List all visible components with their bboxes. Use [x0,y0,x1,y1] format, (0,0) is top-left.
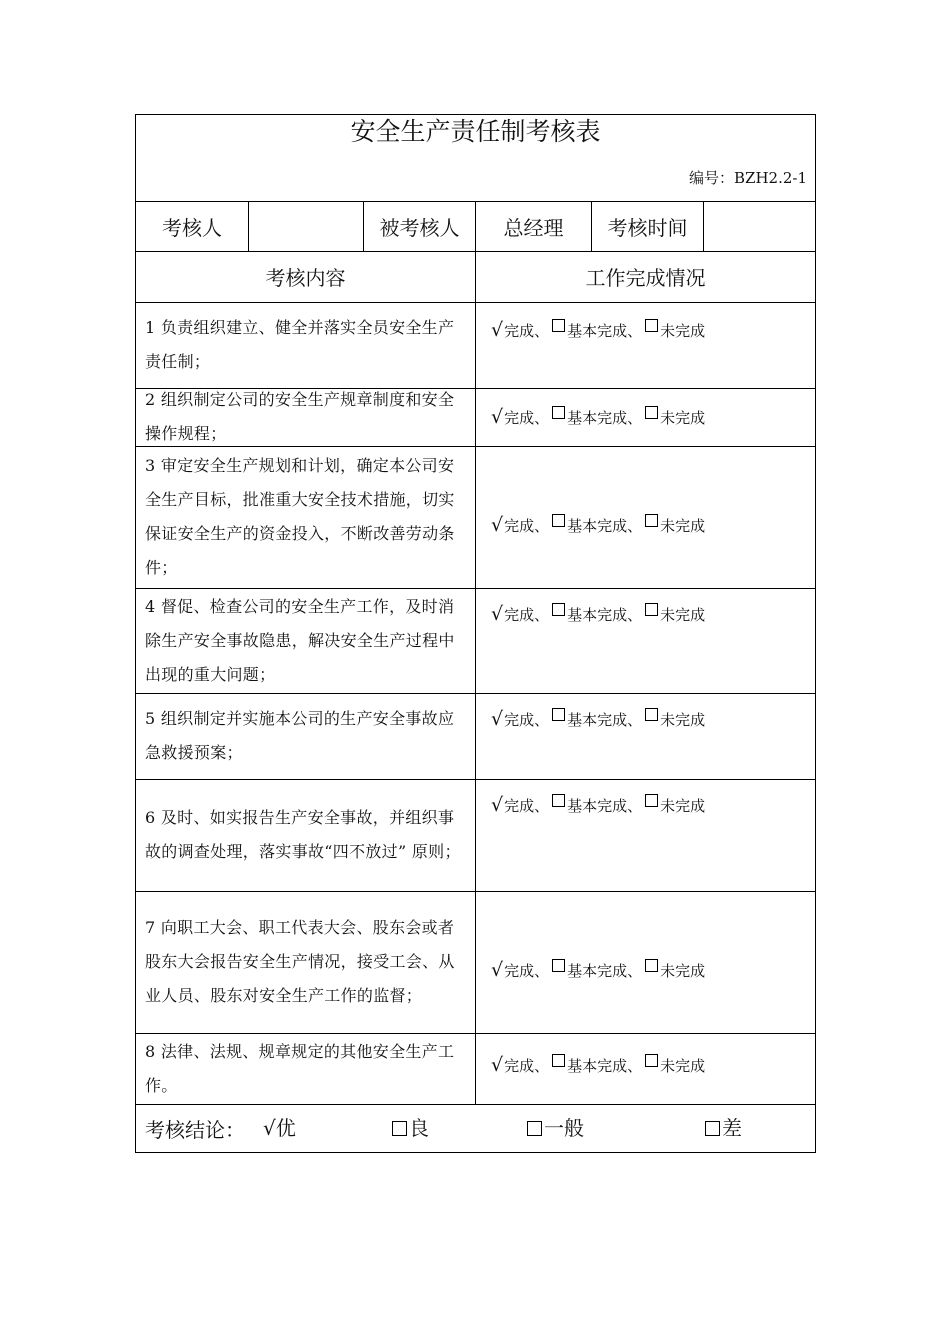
checkbox-icon [527,1121,542,1136]
checked-mark-icon[interactable]: √ [491,603,504,625]
option-undone-label: 未完成 [660,797,706,815]
option-undone-label: 未完成 [660,322,706,340]
checkbox-undone-icon[interactable] [645,1054,658,1067]
option-basic-label: 基本完成、 [567,322,643,340]
option-undone-label: 未完成 [660,962,706,980]
checked-mark-icon[interactable]: √ [491,406,504,428]
checkbox-basic-icon[interactable] [552,794,565,807]
column-header-content: 考核内容 [265,266,346,290]
completion-status-5 [476,708,705,730]
item-text-2: 2 组织制定公司的安全生产规章制度和安全操作规程； [145,390,455,443]
option-undone-label: 未完成 [660,517,706,535]
checked-mark-icon[interactable]: √ [491,319,504,341]
conclusion-option-4[interactable] [705,1104,742,1152]
form-title: 安全生产责任制考核表 [350,117,601,146]
conclusion-option-3[interactable] [527,1104,584,1152]
option-done-label: 完成、 [504,606,550,624]
item-text-3: 3 审定安全生产规划和计划，确定本公司安全生产目标，批准重大安全技术措施，切实保证安全生产的资金投入，不断改善劳动条件； [145,456,455,577]
checkbox-undone-icon[interactable] [645,514,658,527]
completion-status-6 [476,794,705,816]
item-text-7: 7 向职工大会、职工代表大会、股东会或者股东大会报告安全生产情况，接受工会、从业人员、股东对安全生产工作的监督； [145,918,455,1005]
item-text-8: 8 法律、法规、规章规定的其他安全生产工作。 [145,1041,455,1095]
checkbox-icon [705,1121,720,1136]
option-done-label: 完成、 [504,409,550,427]
checkbox-basic-icon[interactable] [552,959,565,972]
conclusion-option-label: 一般 [544,1116,584,1140]
option-basic-label: 基本完成、 [567,797,643,815]
completion-status-7 [476,959,705,981]
option-done-label: 完成、 [504,797,550,815]
completion-status-4 [476,603,705,625]
option-undone-label: 未完成 [660,606,706,624]
completion-status-3 [476,514,705,536]
item-text-5: 5 组织制定并实施本公司的生产安全事故应急救援预案； [145,709,455,762]
checkbox-undone-icon[interactable] [645,708,658,721]
option-undone-label: 未完成 [660,711,706,729]
option-done-label: 完成、 [504,1057,550,1075]
option-basic-label: 基本完成、 [567,1057,643,1075]
conclusion-option-label: 良 [409,1116,429,1140]
option-undone-label: 未完成 [660,409,706,427]
checked-mark-icon: √ [263,1116,276,1140]
option-basic-label: 基本完成、 [567,517,643,535]
assessee-label: 被考核人 [379,215,460,240]
assessor-field[interactable] [249,201,363,251]
checkbox-undone-icon[interactable] [645,406,658,419]
option-basic-label: 基本完成、 [567,711,643,729]
checkbox-undone-icon[interactable] [645,319,658,332]
option-done-label: 完成、 [504,711,550,729]
assessor-label: 考核人 [162,215,222,240]
checkbox-undone-icon[interactable] [645,603,658,616]
checked-mark-icon[interactable]: √ [491,794,504,816]
item-text-4: 4 督促、检查公司的安全生产工作，及时消除生产安全事故隐患，解决安全生产过程中出现的重大问题； [145,596,455,684]
conclusion-option-2[interactable] [392,1104,429,1152]
option-done-label: 完成、 [504,322,550,340]
checkbox-basic-icon[interactable] [552,514,565,527]
time-label: 考核时间 [607,215,688,240]
option-basic-label: 基本完成、 [567,606,643,624]
option-done-label: 完成、 [504,962,550,980]
option-undone-label: 未完成 [660,1057,706,1075]
checkbox-undone-icon[interactable] [645,794,658,807]
completion-status-8 [476,1054,705,1076]
option-done-label: 完成、 [504,517,550,535]
conclusion-label: 考核结论： [145,1117,245,1142]
conclusion-option-1[interactable] [263,1104,296,1152]
item-text-1: 1 负责组织建立、健全并落实全员安全生产责任制； [145,318,455,371]
checkbox-undone-icon[interactable] [645,959,658,972]
option-basic-label: 基本完成、 [567,962,643,980]
checkbox-basic-icon[interactable] [552,708,565,721]
assessment-form [135,114,816,1153]
conclusion-option-label: 差 [722,1116,742,1140]
checked-mark-icon[interactable]: √ [491,708,504,730]
option-basic-label: 基本完成、 [567,409,643,427]
item-text-6: 6 及时、如实报告生产安全事故，并组织事故的调查处理，落实事故“四不放过” 原则； [145,808,461,861]
checkbox-basic-icon[interactable] [552,406,565,419]
completion-status-1 [476,319,705,341]
checkbox-icon [392,1121,407,1136]
conclusion-option-label: 优 [275,1116,296,1140]
column-header-completion: 工作完成情况 [585,266,706,290]
checkbox-basic-icon[interactable] [552,603,565,616]
form-code: 编号：BZH2.2-1 [689,169,807,187]
checked-mark-icon[interactable]: √ [491,514,504,536]
checked-mark-icon[interactable]: √ [491,959,504,981]
checkbox-basic-icon[interactable] [552,1054,565,1067]
completion-status-2 [476,406,705,428]
checked-mark-icon[interactable]: √ [491,1054,504,1076]
time-field[interactable] [704,201,815,251]
checkbox-basic-icon[interactable] [552,319,565,332]
assessee-field[interactable]: 总经理 [503,215,564,240]
